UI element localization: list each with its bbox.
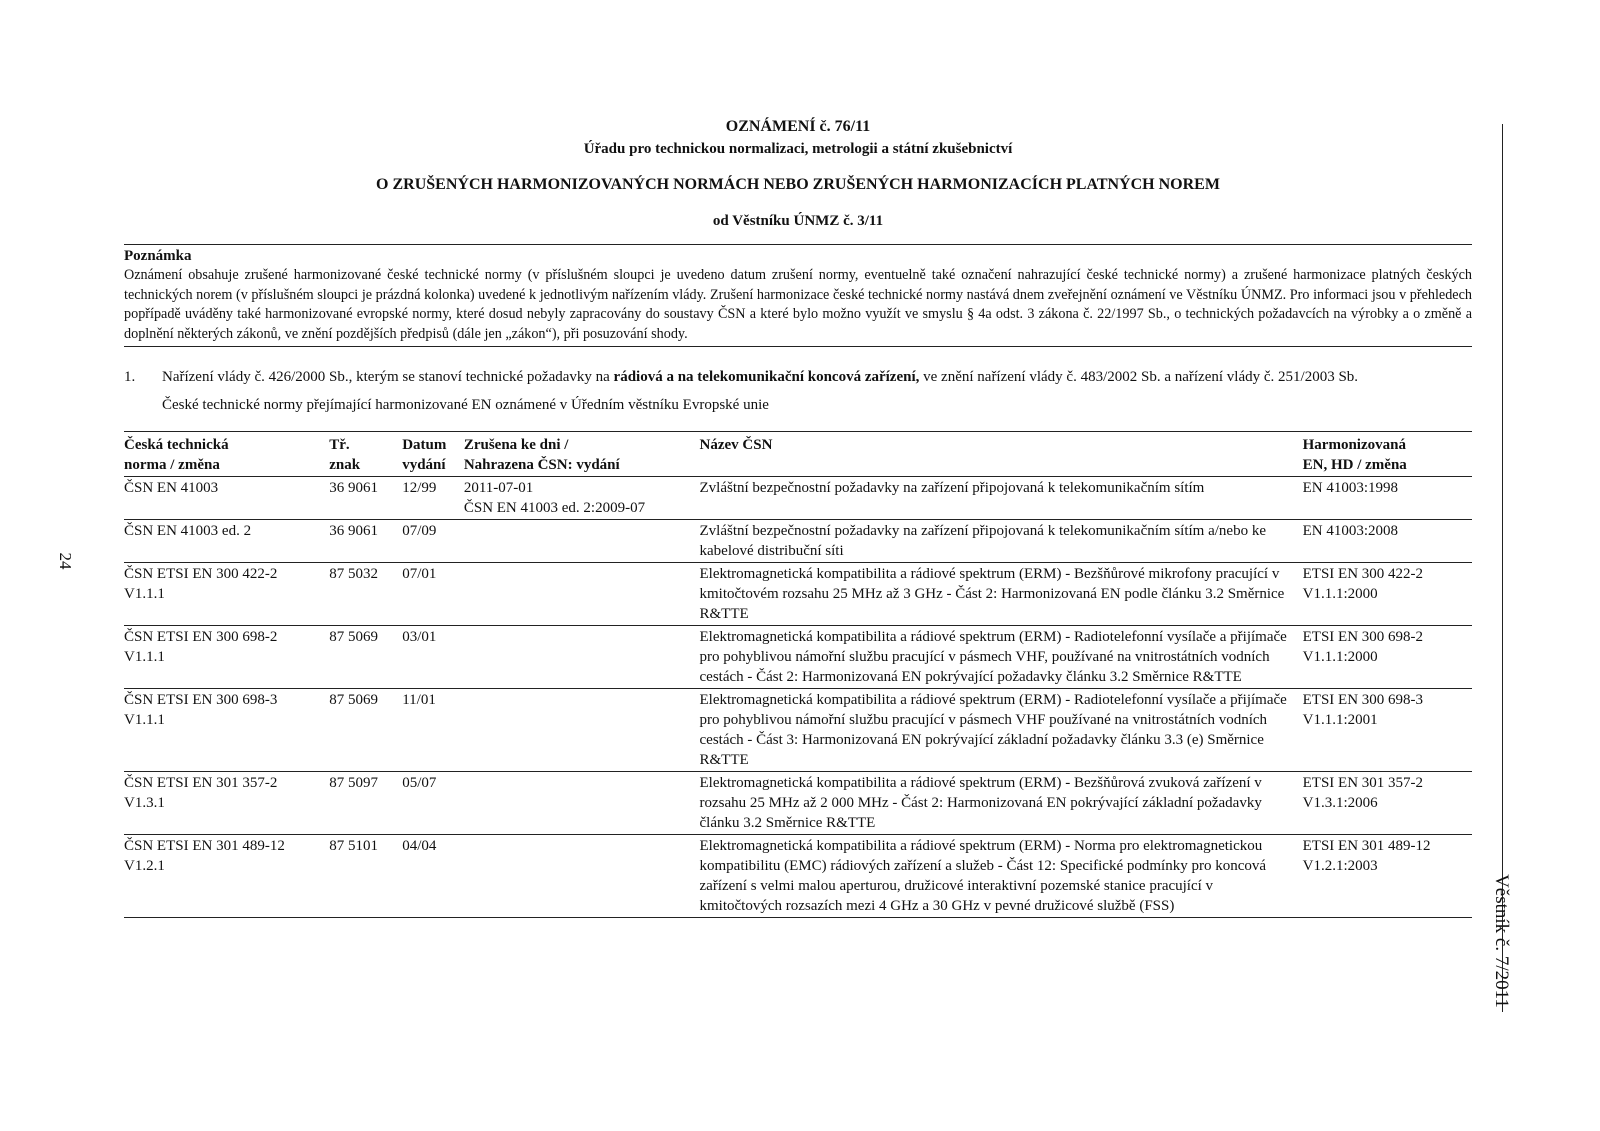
page-number: 24 [56, 552, 75, 570]
table-row [124, 563, 1472, 626]
cell-zrusena [464, 772, 700, 835]
issuing-office: Úřadu pro technickou normalizaci, metrologii a státní zkušebnictví [583, 141, 1013, 157]
document-title: OZNÁMENÍ č. 76/11 [725, 118, 871, 135]
cell-vydani: 07/09 [402, 520, 464, 563]
document-heading: O ZRUŠENÝCH HARMONIZOVANÝCH NORMÁCH NEBO ZRUŠENÝCH HARMONIZACÍCH PLATNÝCH NOREM [376, 176, 1220, 193]
cell-nazev: Zvláštní bezpečnostní požadavky na zařízení připojovaná k telekomunikačním sítím [700, 477, 1303, 520]
regulation-item [124, 367, 1472, 387]
table-row [124, 626, 1472, 689]
cell-zrusena [464, 835, 700, 918]
table-row [124, 772, 1472, 835]
cell-norma: ČSN ETSI EN 300 698-3 V1.1.1 [124, 689, 329, 772]
cell-vydani: 05/07 [402, 772, 464, 835]
note-text: Oznámení obsahuje zrušené harmonizované české technické normy (v příslušném sloupci je uvedeno datum zrušení normy, eventuelně také označení nahrazující české technické normy) a zrušené harmonizace platných českých technických norem (v příslušném sloupci je prázdná kolonka) uvedené k jednotlivým nařízením vlády. Zrušení harmonizace české technické normy nastává dnem zveřejnění oznámení ve Věstníku ÚNMZ. Pro informaci jsou v přehledech popřípadě uváděny také harmonizované evropské normy, které dosud nebyly zapracovány do soustavy ČSN a které bylo možno využít ve smyslu § 4a odst. 3 zákona č. 22/1997 Sb., o technických požadavcích na výrobky a o změně a doplnění některých zákonů, ve znění pozdějších předpisů (dále jen „zákon“), při posuzování shody. [124, 267, 1472, 342]
cell-znak: 87 5032 [329, 563, 402, 626]
table-row [124, 520, 1472, 563]
header-vydani: Datum vydání [402, 432, 464, 477]
cell-vydani: 03/01 [402, 626, 464, 689]
note-box [124, 244, 1472, 347]
item-text [162, 367, 1472, 387]
norms-table [124, 431, 1472, 918]
cell-vydani: 11/01 [402, 689, 464, 772]
cell-zrusena: 2011-07-01 ČSN EN 41003 ed. 2:2009-07 [464, 477, 700, 520]
cell-vydani: 12/99 [402, 477, 464, 520]
cell-znak: 36 9061 [329, 520, 402, 563]
cell-norma: ČSN ETSI EN 300 698-2 V1.1.1 [124, 626, 329, 689]
cell-norma: ČSN ETSI EN 301 357-2 V1.3.1 [124, 772, 329, 835]
cell-harmonizovana: ETSI EN 301 489-12 V1.2.1:2003 [1303, 835, 1472, 918]
header-norma: Česká technická norma / změna [124, 432, 329, 477]
cell-harmonizovana: ETSI EN 300 698-3 V1.1.1:2001 [1303, 689, 1472, 772]
item-text-before: Nařízení vlády č. 426/2000 Sb., kterým se stanoví technické požadavky na [162, 369, 614, 385]
cell-nazev: Elektromagnetická kompatibilita a rádiové spektrum (ERM) - Radiotelefonní vysílače a přijímače pro pohyblivou námořní službu pracující v pásmech VHF používané na vnitrostátních vodních cestách - Část 3: Harmonizovaná EN pokrývající základní požadavky článku 3.3 (e) Směrnice R&TTE [700, 689, 1303, 772]
cell-vydani: 07/01 [402, 563, 464, 626]
cell-vydani: 04/04 [402, 835, 464, 918]
cell-harmonizovana: ETSI EN 300 422-2 V1.1.1:2000 [1303, 563, 1472, 626]
cell-nazev: Zvláštní bezpečnostní požadavky na zařízení připojovaná k telekomunikačním sítím a/nebo ke kabelové distribuční síti [700, 520, 1303, 563]
document-content [124, 116, 1472, 918]
cell-znak: 87 5101 [329, 835, 402, 918]
cell-znak: 87 5069 [329, 689, 402, 772]
cell-harmonizovana: ETSI EN 300 698-2 V1.1.1:2000 [1303, 626, 1472, 689]
table-row [124, 689, 1472, 772]
item-number: 1. [124, 369, 136, 385]
cell-znak: 87 5097 [329, 772, 402, 835]
cell-zrusena [464, 689, 700, 772]
item-lead: České technické normy přejímající harmonizované EN oznámené v Úředním věstníku Evropské unie [162, 397, 769, 413]
cell-znak: 36 9061 [329, 477, 402, 520]
cell-harmonizovana: ETSI EN 301 357-2 V1.3.1:2006 [1303, 772, 1472, 835]
cell-zrusena [464, 520, 700, 563]
header-harmonizovana: Harmonizovaná EN, HD / změna [1303, 432, 1472, 477]
cell-norma: ČSN EN 41003 [124, 477, 329, 520]
cell-harmonizovana: EN 41003:2008 [1303, 520, 1472, 563]
cell-znak: 87 5069 [329, 626, 402, 689]
side-journal-label: Věstník č. 7/2011 [1491, 874, 1512, 1008]
header-zrusena: Zrušena ke dni / Nahrazena ČSN: vydání [464, 432, 700, 477]
table-header-row [124, 432, 1472, 477]
header-znak: Tř. znak [329, 432, 402, 477]
cell-nazev: Elektromagnetická kompatibilita a rádiové spektrum (ERM) - Norma pro elektromagnetickou kompatibilitu (EMC) rádiových zařízení a služeb - Část 12: Specifické podmínky pro koncová zařízení s velmi malou aperturou, družicové interaktivní pozemské stanice pracující v kmitočtových rozsazích mezi 4 GHz a 30 GHz v pevné družicové službě (FSS) [700, 835, 1303, 918]
reference-line: od Věstníku ÚNMZ č. 3/11 [712, 213, 884, 229]
cell-norma: ČSN ETSI EN 301 489-12 V1.2.1 [124, 835, 329, 918]
item-text-after: ve znění nařízení vlády č. 483/2002 Sb. a nařízení vlády č. 251/2003 Sb. [919, 369, 1359, 385]
cell-norma: ČSN ETSI EN 300 422-2 V1.1.1 [124, 563, 329, 626]
cell-nazev: Elektromagnetická kompatibilita a rádiové spektrum (ERM) - Bezšňůrové mikrofony pracující v kmitočtovém rozsahu 25 MHz až 3 GHz - Část 2: Harmonizovaná EN podle článku 3.2 Směrnice R&TTE [700, 563, 1303, 626]
cell-norma: ČSN EN 41003 ed. 2 [124, 520, 329, 563]
cell-zrusena [464, 563, 700, 626]
cell-harmonizovana: EN 41003:1998 [1303, 477, 1472, 520]
table-row [124, 835, 1472, 918]
item-text-bold: rádiová a na telekomunikační koncová zařízení, [613, 369, 920, 385]
table-row [124, 477, 1472, 520]
cell-nazev: Elektromagnetická kompatibilita a rádiové spektrum (ERM) - Bezšňůrová zvuková zařízení v rozsahu 25 MHz až 2 000 MHz - Část 2: Harmonizovaná EN pokrývající základní požadavky článku 3.2 Směrnice R&TTE [700, 772, 1303, 835]
cell-zrusena [464, 626, 700, 689]
note-label: Poznámka [124, 248, 192, 264]
cell-nazev: Elektromagnetická kompatibilita a rádiové spektrum (ERM) - Radiotelefonní vysílače a přijímače pro pohyblivou námořní službu pracující v pásmech VHF, používané na vnitrostátních vodních cestách - Část 2: Harmonizovaná EN pokrývající požadavky článku 3.2 Směrnice R&TTE [700, 626, 1303, 689]
header-nazev: Název ČSN [700, 432, 1303, 477]
